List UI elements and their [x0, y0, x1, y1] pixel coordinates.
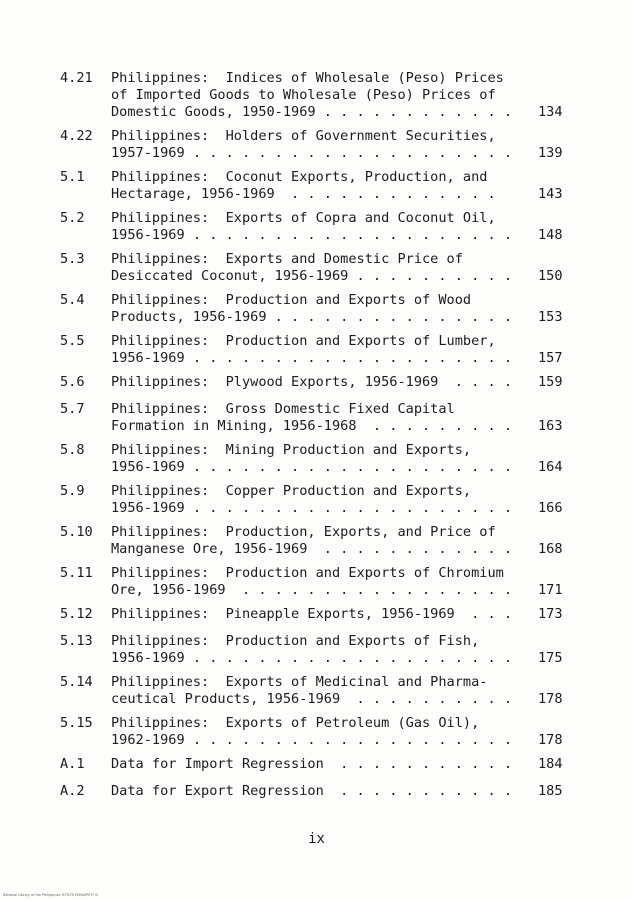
entry-title: [111, 333, 512, 367]
entry-title: [111, 251, 512, 285]
entry-number: 5.7: [60, 401, 85, 417]
entry-title-line: Philippines: Pineapple Exports, 1956-1969 . . .: [111, 606, 513, 622]
entry-title-line: Philippines: Production and Exports of Fish,: [111, 633, 480, 649]
entry-title: [111, 128, 512, 162]
entry-page-number: 173: [538, 606, 563, 622]
entry-page-number: 171: [538, 582, 563, 598]
entry-title-line: Philippines: Indices of Wholesale (Peso) Prices: [111, 70, 504, 86]
entry-number: 5.6: [60, 374, 85, 390]
entry-number: 5.8: [60, 442, 85, 458]
entry-page-number: 157: [538, 350, 563, 366]
entry-title-line: of Imported Goods to Wholesale (Peso) Prices of: [111, 87, 496, 103]
entry-number: 5.12: [60, 606, 93, 622]
entry-title-line: 1956-1969 . . . . . . . . . . . . . . . . . . . .: [111, 350, 513, 366]
entry-title: [111, 756, 512, 773]
scan-footer-note: National Library of the Philippines IS7973/1994/0P0?? iii: [3, 893, 99, 897]
entry-page-number: 184: [538, 756, 563, 772]
entry-page-number: 168: [538, 541, 563, 557]
entry-number: 5.2: [60, 210, 85, 226]
entry-number: 4.22: [60, 128, 93, 144]
entry-title-line: Data for Export Regression . . . . . . . . . . .: [111, 783, 513, 799]
entry-title: [111, 374, 512, 391]
entry-page-number: 164: [538, 459, 563, 475]
entry-title-line: Philippines: Exports of Medicinal and Pharma-: [111, 674, 488, 690]
entry-title-line: Domestic Goods, 1950-1969 . . . . . . . . . . . .: [111, 104, 513, 120]
entry-title-line: Philippines: Production and Exports of Lumber,: [111, 333, 496, 349]
entry-page-number: 178: [538, 691, 563, 707]
entry-title: [111, 565, 512, 599]
entry-page-number: 178: [538, 732, 563, 748]
entry-page-number: 150: [538, 268, 563, 284]
entry-title-line: 1956-1969 . . . . . . . . . . . . . . . . . . . .: [111, 650, 513, 666]
entry-title-line: 1957-1969 . . . . . . . . . . . . . . . . . . . .: [111, 145, 513, 161]
entry-title-line: Philippines: Holders of Government Securities,: [111, 128, 496, 144]
entry-title-line: Desiccated Coconut, 1956-1969 . . . . . . . . . .: [111, 268, 513, 284]
entry-title: [111, 70, 512, 121]
entry-title: [111, 674, 512, 708]
entry-title-line: Hectarage, 1956-1969 . . . . . . . . . . . . .: [111, 186, 496, 202]
entry-title-line: Philippines: Production and Exports of Chromium: [111, 565, 504, 581]
entry-number: 5.1: [60, 169, 85, 185]
entry-title-line: Philippines: Mining Production and Exports,: [111, 442, 472, 458]
entry-page-number: 148: [538, 227, 563, 243]
entry-number: 5.15: [60, 715, 93, 731]
entry-title-line: 1956-1969 . . . . . . . . . . . . . . . . . . . .: [111, 500, 513, 516]
entry-number: A.2: [60, 783, 85, 799]
entry-page-number: 143: [538, 186, 563, 202]
entry-title: [111, 169, 496, 203]
entry-title-line: 1956-1969 . . . . . . . . . . . . . . . . . . . .: [111, 459, 513, 475]
entry-title: [111, 442, 512, 476]
entry-title-line: Philippines: Exports of Copra and Coconut Oil,: [111, 210, 496, 226]
entry-title: [111, 524, 512, 558]
entry-page-number: 175: [538, 650, 563, 666]
entry-title-line: Philippines: Gross Domestic Fixed Capital: [111, 401, 455, 417]
entry-number: 5.10: [60, 524, 93, 540]
entry-page-number: 166: [538, 500, 563, 516]
entry-number: 4.21: [60, 70, 93, 86]
entry-title-line: Products, 1956-1969 . . . . . . . . . . . . . . .: [111, 309, 513, 325]
entry-number: A.1: [60, 756, 85, 772]
entry-title: [111, 715, 512, 749]
entry-title-line: Philippines: Production and Exports of Wood: [111, 292, 472, 308]
entry-number: 5.13: [60, 633, 93, 649]
entry-number: 5.5: [60, 333, 85, 349]
entry-page-number: 185: [538, 783, 563, 799]
entry-page-number: 134: [538, 104, 563, 120]
entry-title-line: Philippines: Exports and Domestic Price of: [111, 251, 463, 267]
entry-title: [111, 292, 512, 326]
entry-title: [111, 483, 512, 517]
entry-number: 5.14: [60, 674, 93, 690]
entry-title-line: Data for Import Regression . . . . . . . . . . .: [111, 756, 513, 772]
entry-page-number: 163: [538, 418, 563, 434]
entry-page-number: 139: [538, 145, 563, 161]
entry-title-line: ceutical Products, 1956-1969 . . . . . . . . . .: [111, 691, 513, 707]
entry-title: [111, 210, 512, 244]
entry-page-number: 153: [538, 309, 563, 325]
entry-title: [111, 633, 512, 667]
entry-title-line: Philippines: Plywood Exports, 1956-1969 . . . .: [111, 374, 513, 390]
entry-page-number: 159: [538, 374, 563, 390]
entry-title-line: Manganese Ore, 1956-1969 . . . . . . . . . . . .: [111, 541, 513, 557]
entry-title-line: Philippines: Production, Exports, and Price of: [111, 524, 496, 540]
entry-title-line: Formation in Mining, 1956-1968 . . . . . . . . .: [111, 418, 513, 434]
entry-number: 5.9: [60, 483, 85, 499]
entry-title: [111, 783, 512, 800]
entry-title-line: Ore, 1956-1969 . . . . . . . . . . . . . . . . .: [111, 582, 513, 598]
entry-number: 5.11: [60, 565, 93, 581]
entry-number: 5.3: [60, 251, 85, 267]
page-folio: ix: [308, 831, 325, 847]
entry-title: [111, 606, 512, 623]
entry-title-line: Philippines: Exports of Petroleum (Gas Oil),: [111, 715, 480, 731]
entry-title-line: 1962-1969 . . . . . . . . . . . . . . . . . . . .: [111, 732, 513, 748]
entry-title: [111, 401, 512, 435]
entry-number: 5.4: [60, 292, 85, 308]
entry-title-line: Philippines: Copper Production and Exports,: [111, 483, 472, 499]
entry-title-line: Philippines: Coconut Exports, Production, and: [111, 169, 488, 185]
entry-title-line: 1956-1969 . . . . . . . . . . . . . . . . . . . .: [111, 227, 513, 243]
